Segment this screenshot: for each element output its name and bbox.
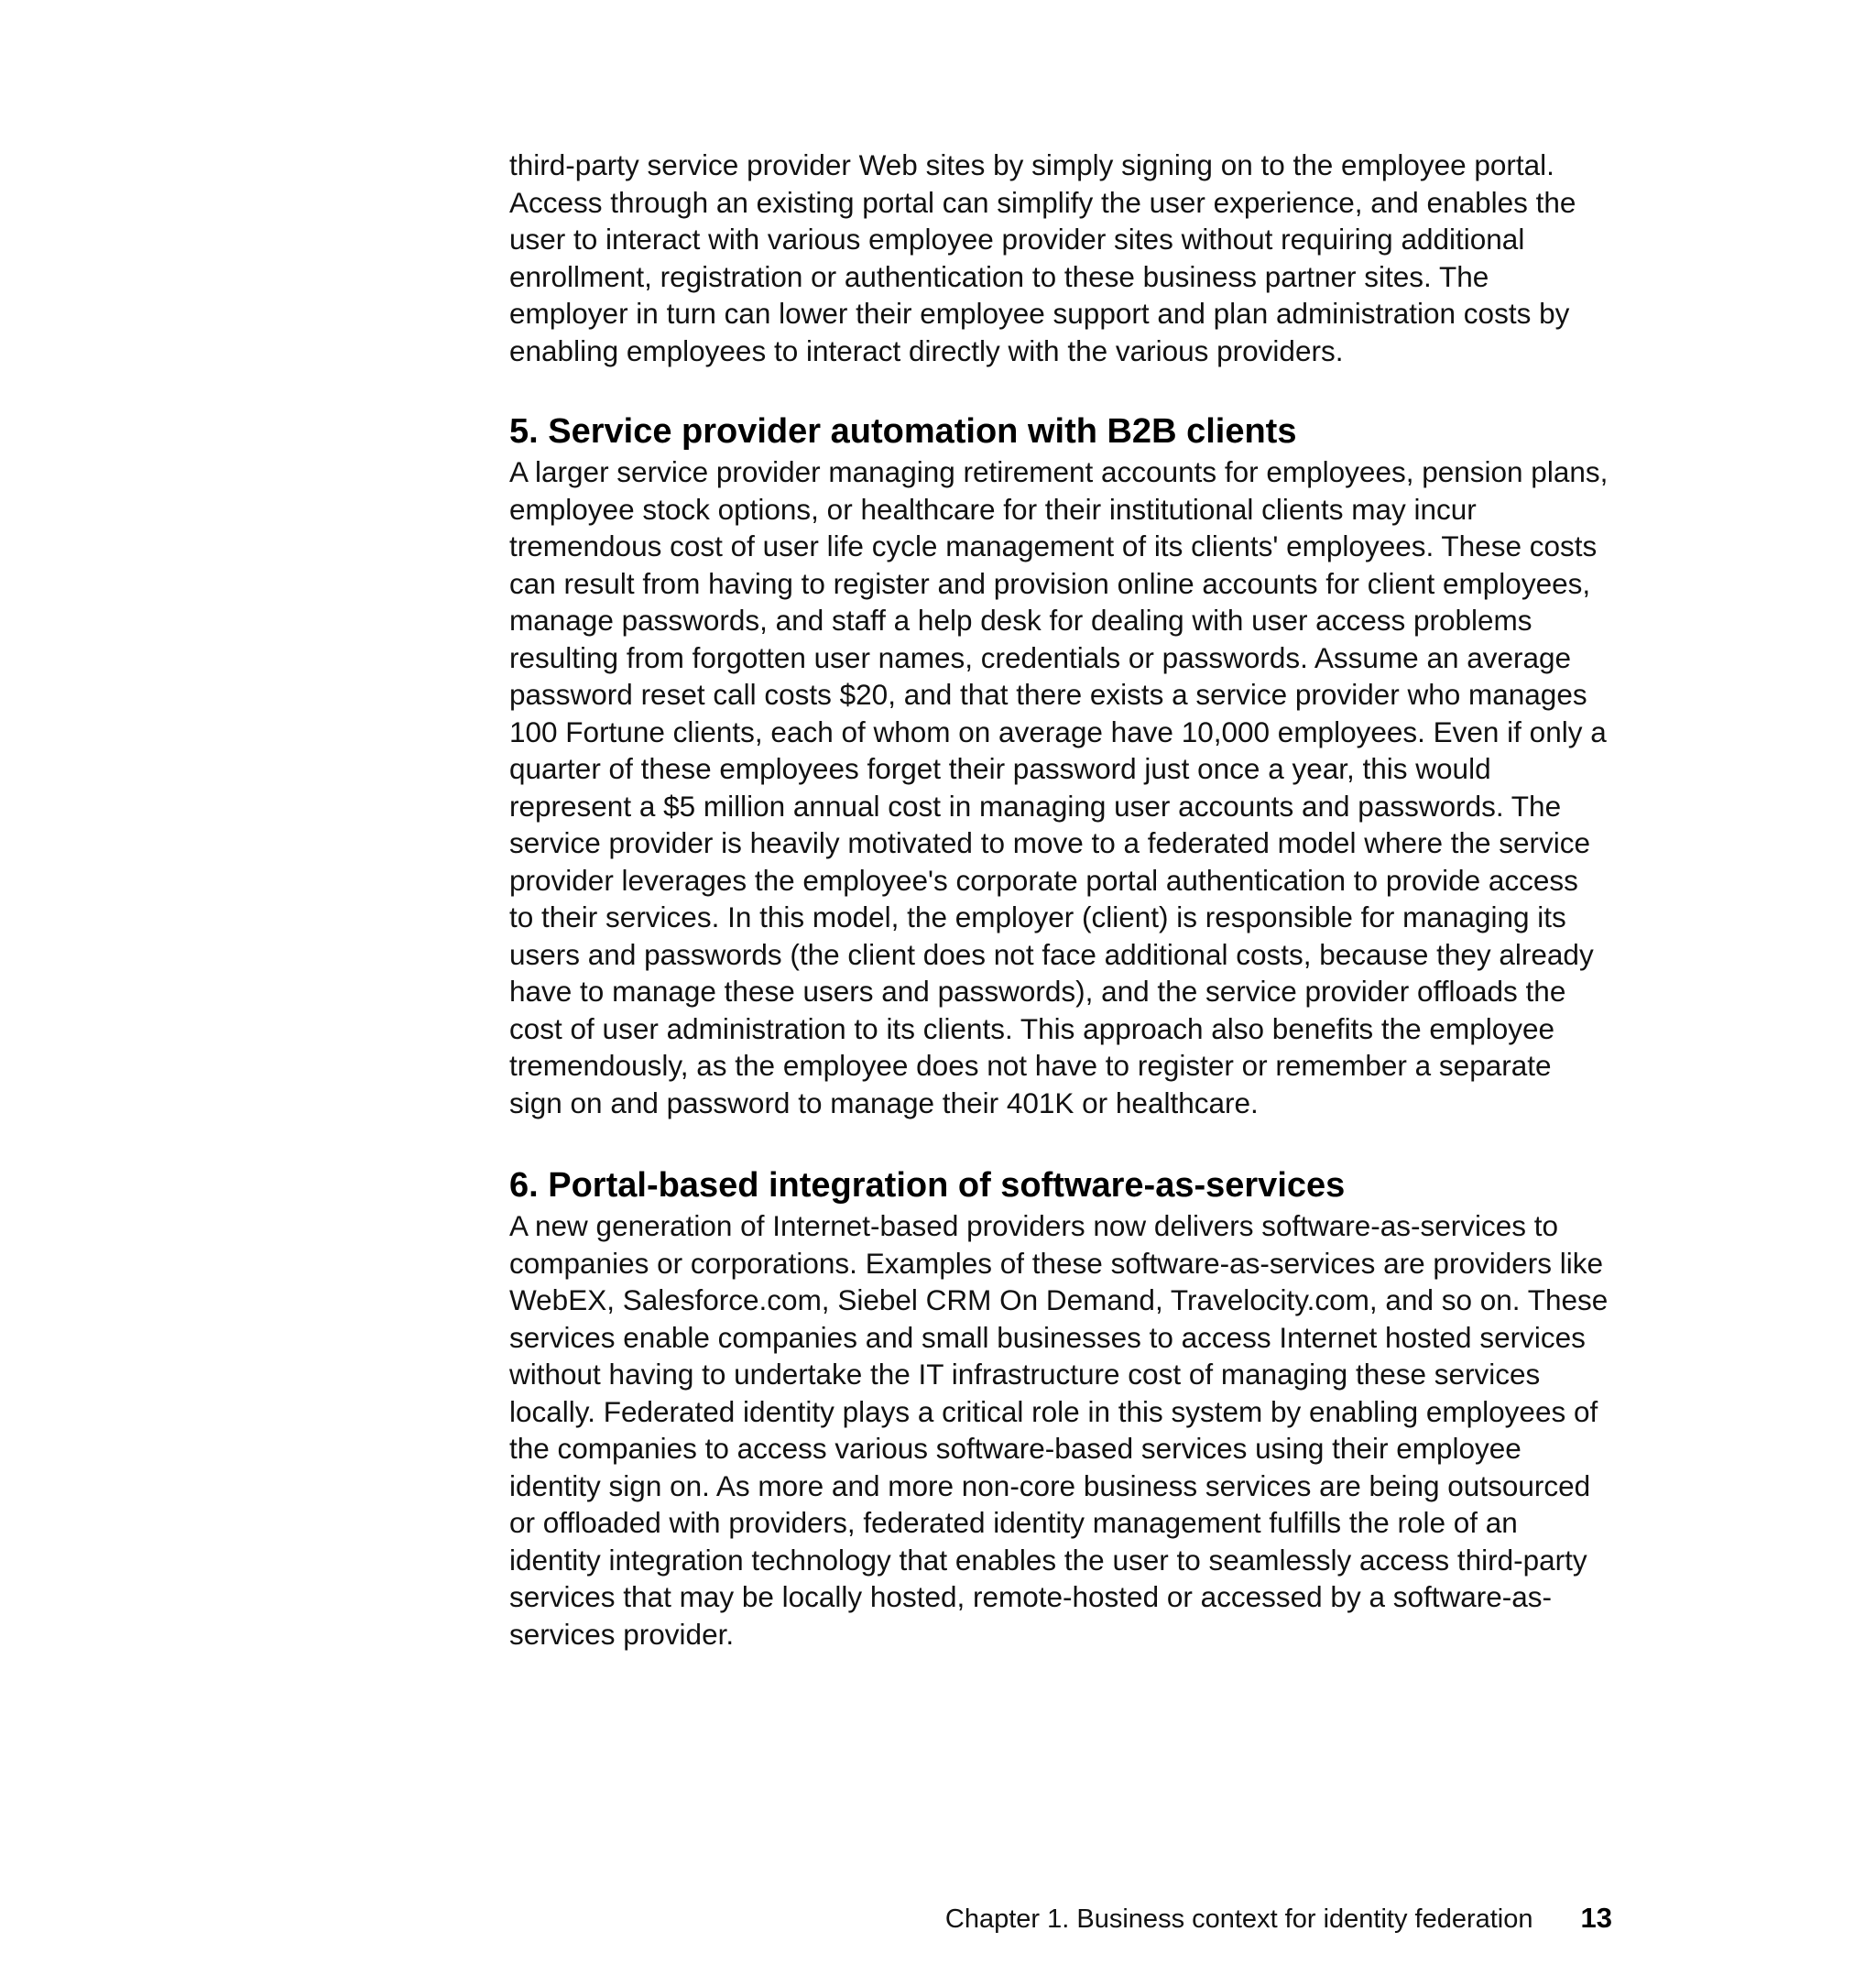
page-body <box>509 147 1609 1653</box>
section-5-paragraph: A larger service provider managing retirement accounts for employees, pension plans, employee stock options, or healthcare for their institutional clients may incur tremendous cost of user life cycle management of its clients' employees. These costs can result from having to register and provision online accounts for client employees, manage passwords, and staff a help desk for dealing with user access problems resulting from forgotten user names, credentials or passwords. Assume an average password reset call costs $20, and that there exists a service provider who manages 100 Fortune clients, each of whom on average have 10,000 employees. Even if only a quarter of these employees forget their password just once a year, this would represent a $5 million annual cost in managing user accounts and passwords. The service provider is heavily motivated to move to a federated model where the service provider leverages the employee's corporate portal authentication to provide access to their services. In this model, the employer (client) is responsible for managing its users and passwords (the client does not face additional costs, because they already have to manage these users and passwords), and the service provider offloads the cost of user administration to its clients. This approach also benefits the employee tremendously, as the employee does not have to register or remember a separate sign on and password to manage their 401K or healthcare. <box>509 455 1609 1119</box>
page-number: 13 <box>1580 1902 1612 1934</box>
section-5-heading: 5. Service provider automation with B2B clients <box>509 412 1297 451</box>
section-6-paragraph: A new generation of Internet-based providers now delivers software-as-services to companies or corporations. Examples of these software-as-services are providers like WebEX, Salesforce.com, Siebel CRM On Demand, Travelocity.com, and so on. These services enable companies and small businesses to access Internet hosted services without having to undertake the IT infrastructure cost of managing these services locally. Federated identity plays a critical role in this system by enabling employees of the companies to access various software-based services using their employee identity sign on. As more and more non-core business services are being outsourced or offloaded with providers, federated identity management fulfills the role of an identity integration technology that enables the user to seamlessly access third-party services that may be locally hosted, remote-hosted or accessed by a software-as-services provider. <box>509 1209 1609 1651</box>
page-footer <box>912 1902 1612 1936</box>
section-6-heading: 6. Portal-based integration of software-as-services <box>509 1166 1346 1205</box>
chapter-title: Chapter 1. Business context for identity federation <box>944 1904 1533 1934</box>
intro-paragraph: third-party service provider Web sites by simply signing on to the employee portal. Access through an existing portal can simplify the user experience, and enables the user to interact with various employee provider sites without requiring additional enrollment, registration or authentication to these business partner sites. The employer in turn can lower their employee support and plan administration costs by enabling employees to interact directly with the various providers. <box>509 148 1576 367</box>
